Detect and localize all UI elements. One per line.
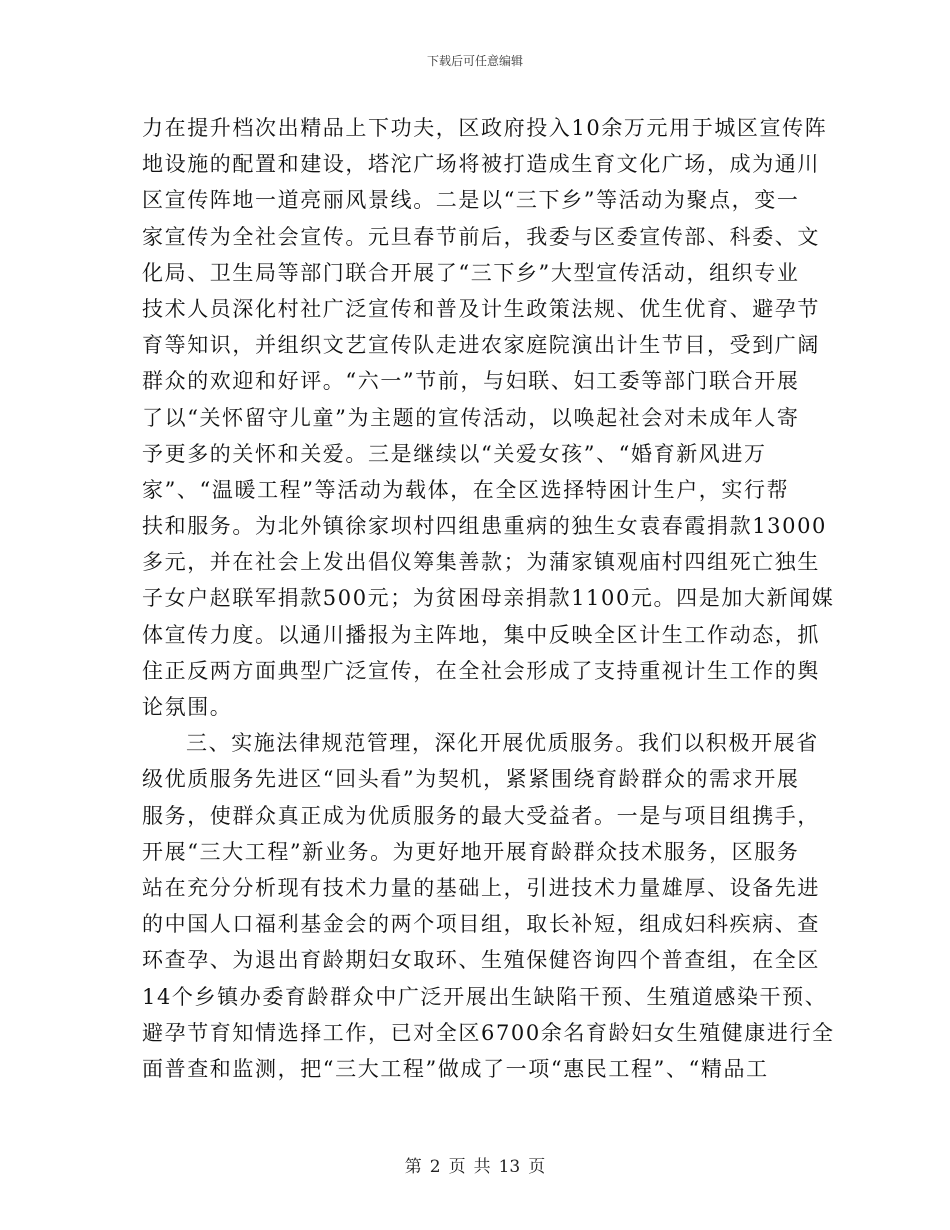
page-header-note: 下载后可任意编辑 (426, 54, 523, 68)
text-line: 育等知识，并组织文艺宣传队走进农家庭院演出计生节目，受到广阔 (142, 333, 820, 358)
text-line: 住正反两方面典型广泛宣传，在全社会形成了支持重视计生工作的舆 (142, 658, 820, 683)
page-number-footer (0, 1156, 950, 1178)
text-line: 予更多的关怀和关爱。三是继续以“关爱女孩”、“婚育新风进万 (142, 441, 767, 466)
text-line: 体宣传力度。以通川播报为主阵地，集中反映全区计生工作动态，抓 (142, 622, 820, 647)
text-line: 的中国人口福利基金会的两个项目组，取长补短，组成妇科疾病、查 (142, 912, 820, 937)
text-line: 开展“三大工程”新业务。为更好地开展育龄群众技术服务，区服务 (142, 839, 800, 864)
text-line: 论氛围。 (142, 695, 233, 719)
footer-total-word: 共 (473, 1157, 491, 1177)
footer-total-pages: 13 (498, 1157, 521, 1177)
text-line: 区宣传阵地一道亮丽风景线。二是以“三下乡”等活动为聚点，变一 (142, 188, 800, 213)
footer-current-page: 2 (429, 1157, 441, 1177)
text-line: 了以“关怀留守儿童”为主题的宣传活动，以唤起社会对未成年人寄 (142, 405, 800, 430)
footer-prefix: 第 (404, 1157, 422, 1177)
text-line: 面普查和监测，把“三大工程”做成了一项“惠民工程”、“精品工 (142, 1056, 769, 1081)
text-line: 群众的欢迎和好评。“六一”节前，与妇联、妇工委等部门联合开展 (142, 369, 800, 394)
footer-suffix: 页 (528, 1157, 546, 1177)
footer-page-word: 页 (448, 1157, 466, 1177)
text-line: 14个乡镇办委育龄群众中广泛开展出生缺陷干预、生殖道感染干预、 (142, 984, 828, 1009)
text-line: 服务，使群众真正成为优质服务的最大受益者。一是与项目组携手， (142, 803, 820, 828)
text-line: 扶和服务。为北外镇徐家坝村四组患重病的独生女袁春霞捐款13000 (142, 514, 828, 539)
text-line: 站在充分分析现有技术力量的基础上，引进技术力量雄厚、设备先进 (142, 875, 820, 900)
text-line: 技术人员深化村社广泛宣传和普及计生政策法规、优生优育、避孕节 (142, 296, 820, 321)
text-line: 家宣传为全社会宣传。元旦春节前后，我委与区委宣传部、科委、文 (142, 224, 820, 249)
text-line: 避孕节育知情选择工作，已对全区6700余名育龄妇女生殖健康进行全 (142, 1020, 835, 1045)
document-body (142, 110, 835, 1087)
text-line: 级优质服务先进区“回头看”为契机，紧紧围绕育龄群众的需求开展 (142, 767, 800, 792)
text-line: 环查孕、为退出育龄期妇女取环、生殖保健咨询四个普查组，在全区 (142, 948, 820, 973)
text-line: 力在提升档次出精品上下功夫，区政府投入10余万元用于城区宣传阵 (142, 116, 828, 140)
text-line: 家”、“温暖工程”等活动为载体，在全区选择特困计生户，实行帮 (142, 477, 790, 502)
text-line: 地设施的配置和建设，塔沱广场将被打造成生育文化广场，成为通川 (142, 152, 820, 177)
text-line: 多元，并在社会上发出倡仪筹集善款；为蒲家镇观庙村四组死亡独生 (142, 550, 820, 575)
section-heading-line: 三、实施法律规范管理，深化开展优质服务。我们以积极开展省 (186, 731, 819, 756)
text-line: 子女户赵联军捐款500元；为贫困母亲捐款1100元。四是加大新闻媒 (142, 586, 835, 611)
text-line: 化局、卫生局等部门联合开展了“三下乡”大型宣传活动，组织专业 (142, 260, 800, 285)
